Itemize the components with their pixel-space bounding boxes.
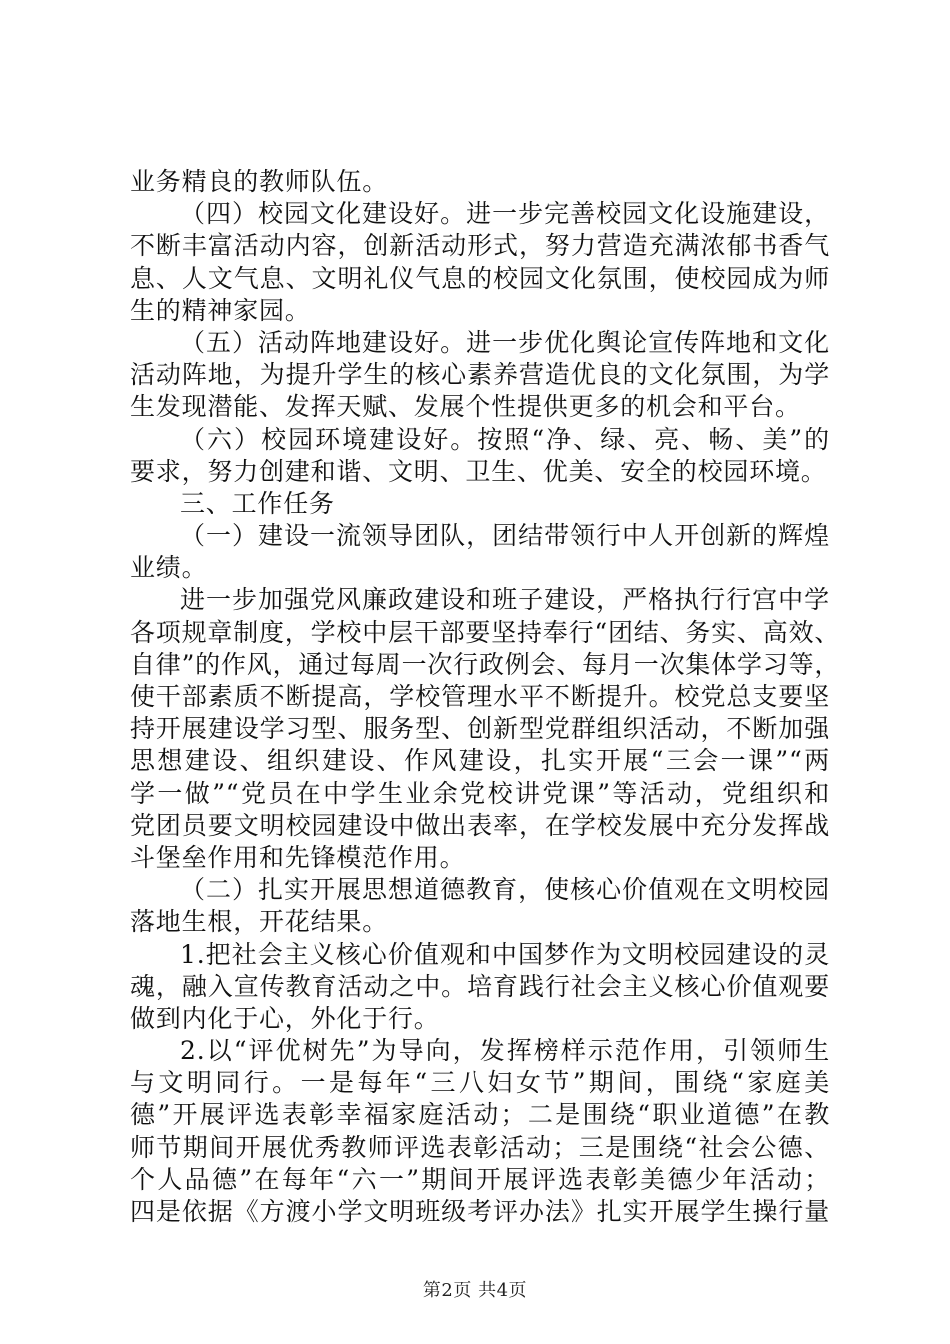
- text-line: 业绩。: [130, 553, 208, 583]
- text-line: 使干部素质不断提高，学校管理水平不断提升。校党总支要坚: [130, 682, 830, 711]
- section-heading: 三、工作任务: [180, 488, 335, 518]
- text-line: 斗堡垒作用和先锋模范作用。: [130, 842, 466, 872]
- text-line: 要求，努力创建和谐、文明、卫生、优美、安全的校园环境。: [130, 456, 827, 486]
- text-line: 生的精神家园。: [130, 295, 311, 325]
- text-line: 落地生根，开花结果。: [130, 907, 389, 937]
- text-line: 个人品德”在每年“六一”期间开展评选表彰美德少年活动；: [130, 1164, 830, 1194]
- text-line: 自律”的作风，通过每周一次行政例会、每月一次集体学习等，: [130, 649, 841, 679]
- text-line: 师节期间开展优秀教师评选表彰活动；三是围绕“社会公德、: [130, 1132, 830, 1162]
- text-line: （一）建设一流领导团队，团结带领行中人开创新的辉煌: [180, 521, 830, 551]
- text-line: 做到内化于心，外化于行。: [130, 1003, 440, 1033]
- text-line: （六）校园环境建设好。按照“净、绿、亮、畅、美”的: [180, 424, 830, 454]
- text-line: 持开展建设学习型、服务型、创新型党群组织活动，不断加强: [130, 714, 830, 744]
- text-line: （五）活动阵地建设好。进一步优化舆论宣传阵地和文化: [180, 327, 830, 357]
- text-line: 德”开展评选表彰幸福家庭活动；二是围绕“职业道德”在教: [130, 1100, 830, 1130]
- text-line: 各项规章制度，学校中层干部要坚持奉行“团结、务实、高效、: [130, 617, 841, 647]
- text-line: 思想建设、组织建设、作风建设，扎实开展“三会一课”“两: [130, 746, 830, 776]
- page-number-footer: 第2页 共4页: [422, 1280, 528, 1301]
- text-line: 与文明同行。一是每年“三八妇女节”期间，围绕“家庭美: [130, 1068, 830, 1098]
- text-line: 党团员要文明校园建设中做出表率，在学校发展中充分发挥战: [130, 810, 830, 840]
- text-line: 业务精良的教师队伍。: [130, 167, 389, 196]
- text-line: （二）扎实开展思想道德教育，使核心价值观在文明校园: [180, 875, 830, 905]
- text-line: 息、人文气息、文明礼仪气息的校园文化氛围，使校园成为师: [130, 263, 830, 293]
- text-line: （四）校园文化建设好。进一步完善校园文化设施建设，: [180, 199, 830, 229]
- text-line: 1.把社会主义核心价值观和中国梦作为文明校园建设的灵: [180, 939, 830, 969]
- text-line: 不断丰富活动内容，创新活动形式，努力营造充满浓郁书香气: [130, 231, 830, 261]
- text-line: 活动阵地，为提升学生的核心素养营造优良的文化氛围，为学: [130, 360, 830, 390]
- text-line: 学一做”“党员在中学生业余党校讲党课”等活动，党组织和: [130, 778, 830, 808]
- text-line: 魂，融入宣传教育活动之中。培育践行社会主义核心价值观要: [130, 971, 830, 1001]
- text-line: 2.以“评优树先”为导向，发挥榜样示范作用，引领师生: [180, 1036, 830, 1066]
- body-text: [130, 166, 841, 1228]
- text-line: 四是依据《方渡小学文明班级考评办法》扎实开展学生操行量: [130, 1197, 830, 1226]
- text-line: 生发现潜能、发挥天赋、发展个性提供更多的机会和平台。: [130, 392, 801, 422]
- text-line: 进一步加强党风廉政建设和班子建设，严格执行行宫中学: [180, 585, 830, 615]
